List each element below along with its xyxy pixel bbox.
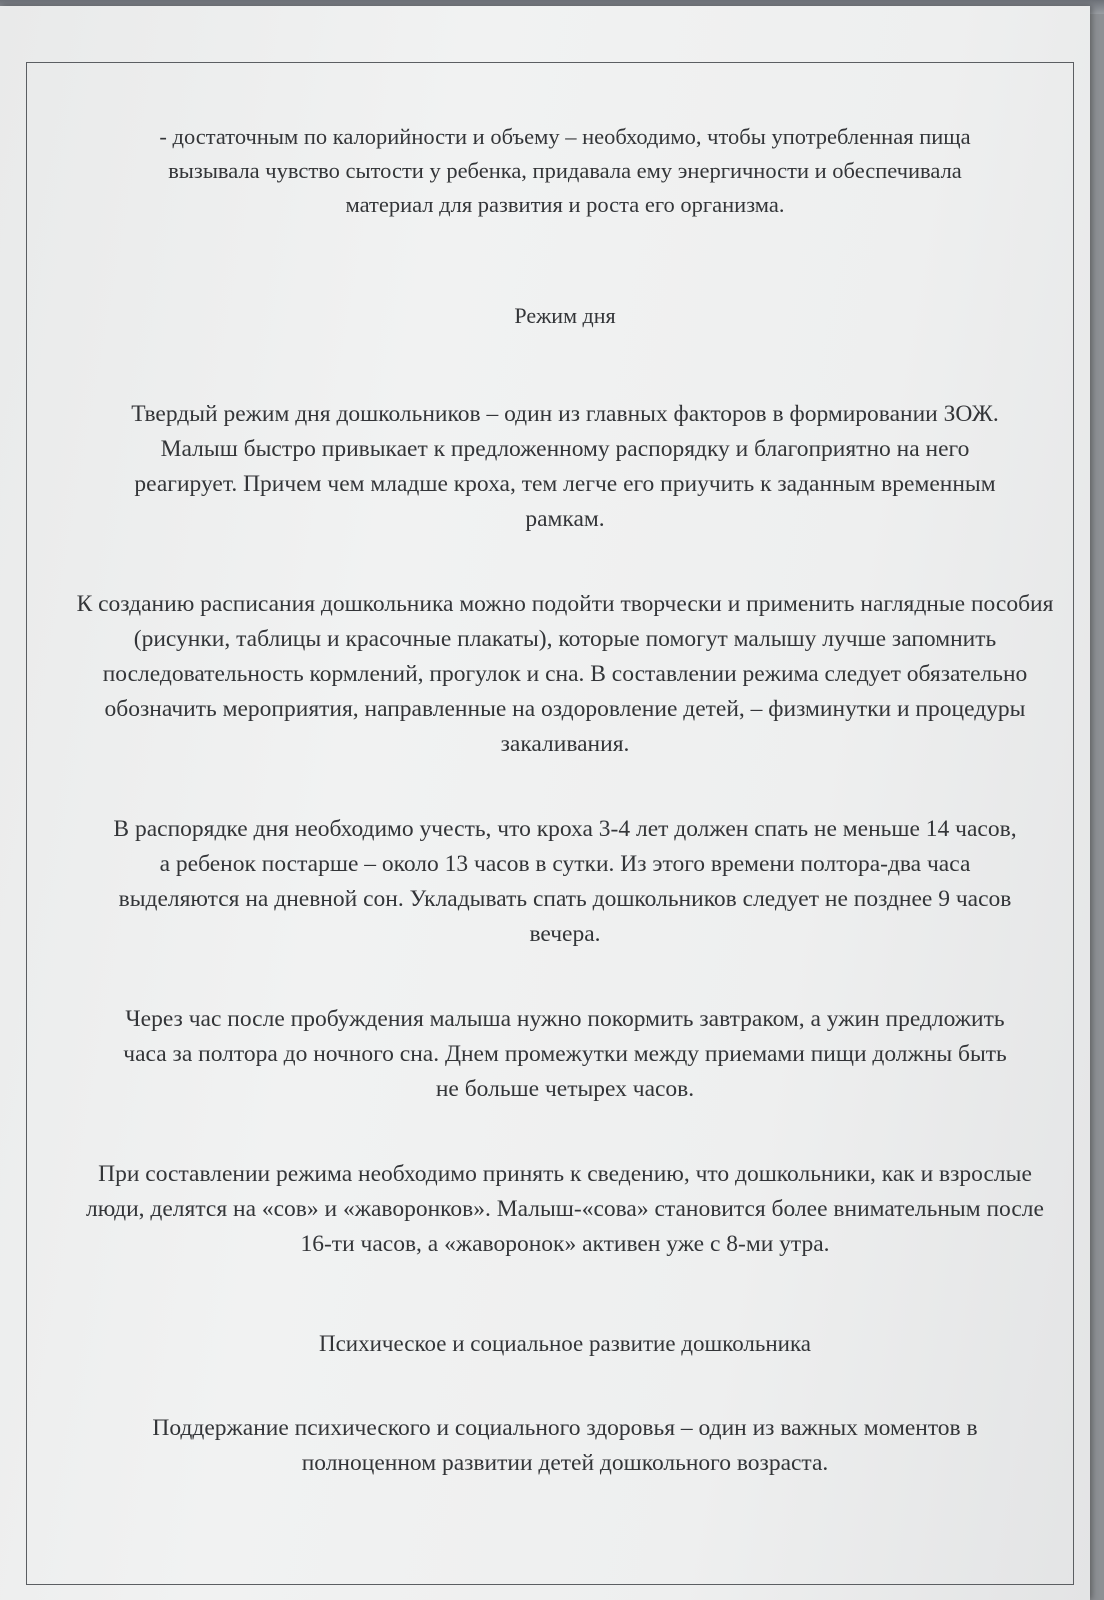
document-body — [70, 120, 1060, 1481]
paragraph-routine-5: При составлении режима необходимо принять к сведению, что дошкольники, как и взрослые люди, делятся на «сов» и «жаворонков». Малыш-«сова» становится более внимательным после 16-ти часов, а «жаворонок» активен уже с 8-ми утра. — [86, 1161, 1044, 1257]
section-heading-development: Психическое и социальное развитие дошкольника — [318, 1331, 812, 1356]
paragraph-routine-1: Твердый режим дня дошкольников – один из главных факторов в формировании ЗОЖ. Малыш быстро привыкает к предложенному распорядку и благоприятно на него реагирует. Причем чем младше кроха, тем легче его приучить к заданным временным рамкам. — [131, 401, 999, 532]
section-heading-daily-routine: Режим дня — [514, 303, 616, 328]
intro-paragraph: - достаточным по калорийности и объему – необходимо, чтобы употребленная пища вызывала чувство сытости у ребенка, придавала ему энергичности и обеспечивала материал для развития и роста его организма. — [159, 124, 971, 217]
paragraph-routine-4: Через час после пробуждения малыша нужно покормить завтраком, а ужин предложить часа за полтора до ночного сна. Днем промежутки между приемами пищи должны быть не больше четырех часов. — [123, 1006, 1007, 1102]
paragraph-routine-2: К созданию расписания дошкольника можно подойти творчески и применить наглядные пособия (рисунки, таблицы и красочные плакаты), которые помогут малышу лучше запомнить последовательность кормлений, прогулок и сна. В составлении режима следует обязательно обозначить мероприятия, направленные на оздоровление детей, – физминутки и процедуры закаливания. — [76, 591, 1054, 757]
paragraph-development-1: Поддержание психического и социального здоровья – один из важных моментов в полноценном развитии детей дошкольного возраста. — [152, 1415, 978, 1476]
paragraph-routine-3: В распорядке дня необходимо учесть, что кроха 3-4 лет должен спать не меньше 14 часов, а ребенок постарше – около 13 часов в сутки. Из этого времени полтора-два часа выделяются на дневной сон. Укладывать спать дошкольников следует не позднее 9 часов вечера. — [113, 816, 1017, 947]
